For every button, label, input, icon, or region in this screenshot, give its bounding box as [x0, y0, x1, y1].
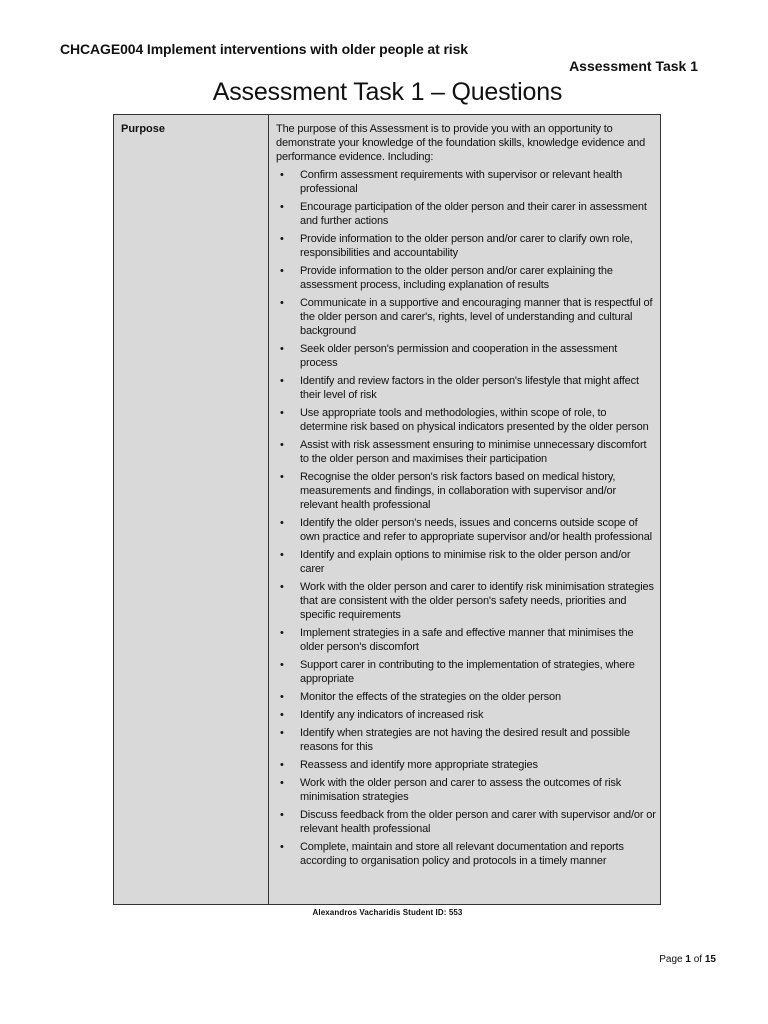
list-item	[276, 726, 656, 754]
bullet-icon: •	[280, 841, 284, 853]
unit-title: CHCAGE004 Implement interventions with older people at risk	[60, 41, 468, 57]
list-item-text: Provide information to the older person and/or carer to clarify own role, responsibilities and accountability	[300, 233, 633, 259]
bullet-icon: •	[280, 471, 284, 483]
purpose-table	[113, 114, 661, 905]
purpose-intro: The purpose of this Assessment is to provide you with an opportunity to demonstrate your knowledge of the foundation skills, knowledge evidence and performance evidence. Including:	[276, 123, 646, 163]
bullet-icon: •	[280, 809, 284, 821]
list-item-text: Provide information to the older person and/or carer explaining the assessment process, including explanation of results	[300, 265, 613, 291]
task-label: Assessment Task 1	[569, 58, 698, 74]
list-item	[276, 374, 656, 402]
bullet-icon: •	[280, 201, 284, 213]
bullet-icon: •	[280, 265, 284, 277]
list-item	[276, 808, 656, 836]
bullet-icon: •	[280, 233, 284, 245]
list-item-text: Identify the older person's needs, issues and concerns outside scope of own practice and refer to appropriate supervisor and/or health professional	[300, 517, 652, 543]
list-item-text: Work with the older person and carer to identify risk minimisation strategies that are consistent with the older person's safety needs, priorities and specific requirements	[300, 581, 654, 621]
bullet-icon: •	[280, 727, 284, 739]
list-item	[276, 438, 656, 466]
bullet-icon: •	[280, 659, 284, 671]
column-divider	[268, 115, 269, 904]
bullet-icon: •	[280, 375, 284, 387]
list-item-text: Encourage participation of the older person and their carer in assessment and further actions	[300, 201, 647, 227]
bullet-icon: •	[280, 709, 284, 721]
purpose-label: Purpose	[121, 123, 166, 135]
list-item	[276, 626, 656, 654]
bullet-icon: •	[280, 297, 284, 309]
bullet-icon: •	[280, 581, 284, 593]
list-item	[276, 580, 656, 622]
list-item	[276, 758, 656, 772]
list-item-text: Seek older person's permission and cooperation in the assessment process	[300, 343, 618, 369]
bullet-icon: •	[280, 169, 284, 181]
list-item-text: Implement strategies in a safe and effective manner that minimises the older person's discomfort	[300, 627, 634, 653]
list-item-text: Communicate in a supportive and encouraging manner that is respectful of the older person and carer's, rights, level of understanding and cultural background	[300, 297, 653, 337]
list-item-text: Recognise the older person's risk factors based on medical history, measurements and findings, in collaboration with supervisor and/or relevant health professional	[300, 471, 616, 511]
bullet-icon: •	[280, 777, 284, 789]
bullet-icon: •	[280, 407, 284, 419]
bullet-icon: •	[280, 343, 284, 355]
list-item	[276, 658, 656, 686]
list-item	[276, 470, 656, 512]
list-item-text: Discuss feedback from the older person and carer with supervisor and/or or relevant health professional	[300, 809, 656, 835]
bullet-icon: •	[280, 627, 284, 639]
list-item	[276, 548, 656, 576]
purpose-content	[276, 122, 656, 872]
bullet-icon: •	[280, 759, 284, 771]
page-of: of	[693, 954, 703, 965]
list-item	[276, 200, 656, 228]
list-item-text: Identify any indicators of increased risk	[300, 709, 484, 721]
list-item	[276, 516, 656, 544]
bullet-icon: •	[280, 439, 284, 451]
page-prefix: Page	[659, 954, 683, 965]
bullet-icon: •	[280, 549, 284, 561]
list-item-text: Reassess and identify more appropriate strategies	[300, 759, 538, 771]
list-item	[276, 690, 656, 704]
page-title: Assessment Task 1 – Questions	[212, 78, 563, 106]
list-item	[276, 168, 656, 196]
list-item-text: Assist with risk assessment ensuring to minimise unnecessary discomfort to the older person and maximises their participation	[300, 439, 647, 465]
list-item	[276, 776, 656, 804]
list-item	[276, 840, 656, 868]
list-item	[276, 264, 656, 292]
list-item-text: Identify and review factors in the older person's lifestyle that might affect their level of risk	[300, 375, 639, 401]
list-item	[276, 232, 656, 260]
list-item	[276, 296, 656, 338]
page-current: 1	[685, 954, 691, 965]
list-item	[276, 342, 656, 370]
list-item	[276, 406, 656, 434]
page-total: 15	[704, 954, 716, 965]
page-number	[659, 954, 716, 965]
list-item-text: Confirm assessment requirements with supervisor or relevant health professional	[300, 169, 623, 195]
student-footer: Alexandros Vacharidis Student ID: 553	[312, 908, 463, 917]
list-item	[276, 708, 656, 722]
list-item-text: Work with the older person and carer to assess the outcomes of risk minimisation strategies	[300, 777, 622, 803]
list-item-text: Support carer in contributing to the implementation of strategies, where appropriate	[300, 659, 635, 685]
list-item-text: Monitor the effects of the strategies on the older person	[300, 691, 561, 703]
list-item-text: Use appropriate tools and methodologies, within scope of role, to determine risk based on physical indicators presented by the older person	[300, 407, 649, 433]
bullet-icon: •	[280, 517, 284, 529]
purpose-bullet-list	[276, 168, 656, 868]
list-item-text: Identify and explain options to minimise risk to the older person and/or carer	[300, 549, 631, 575]
list-item-text: Complete, maintain and store all relevant documentation and reports according to organisation policy and protocols in a timely manner	[300, 841, 624, 867]
bullet-icon: •	[280, 691, 284, 703]
list-item-text: Identify when strategies are not having the desired result and possible reasons for this	[300, 727, 630, 753]
